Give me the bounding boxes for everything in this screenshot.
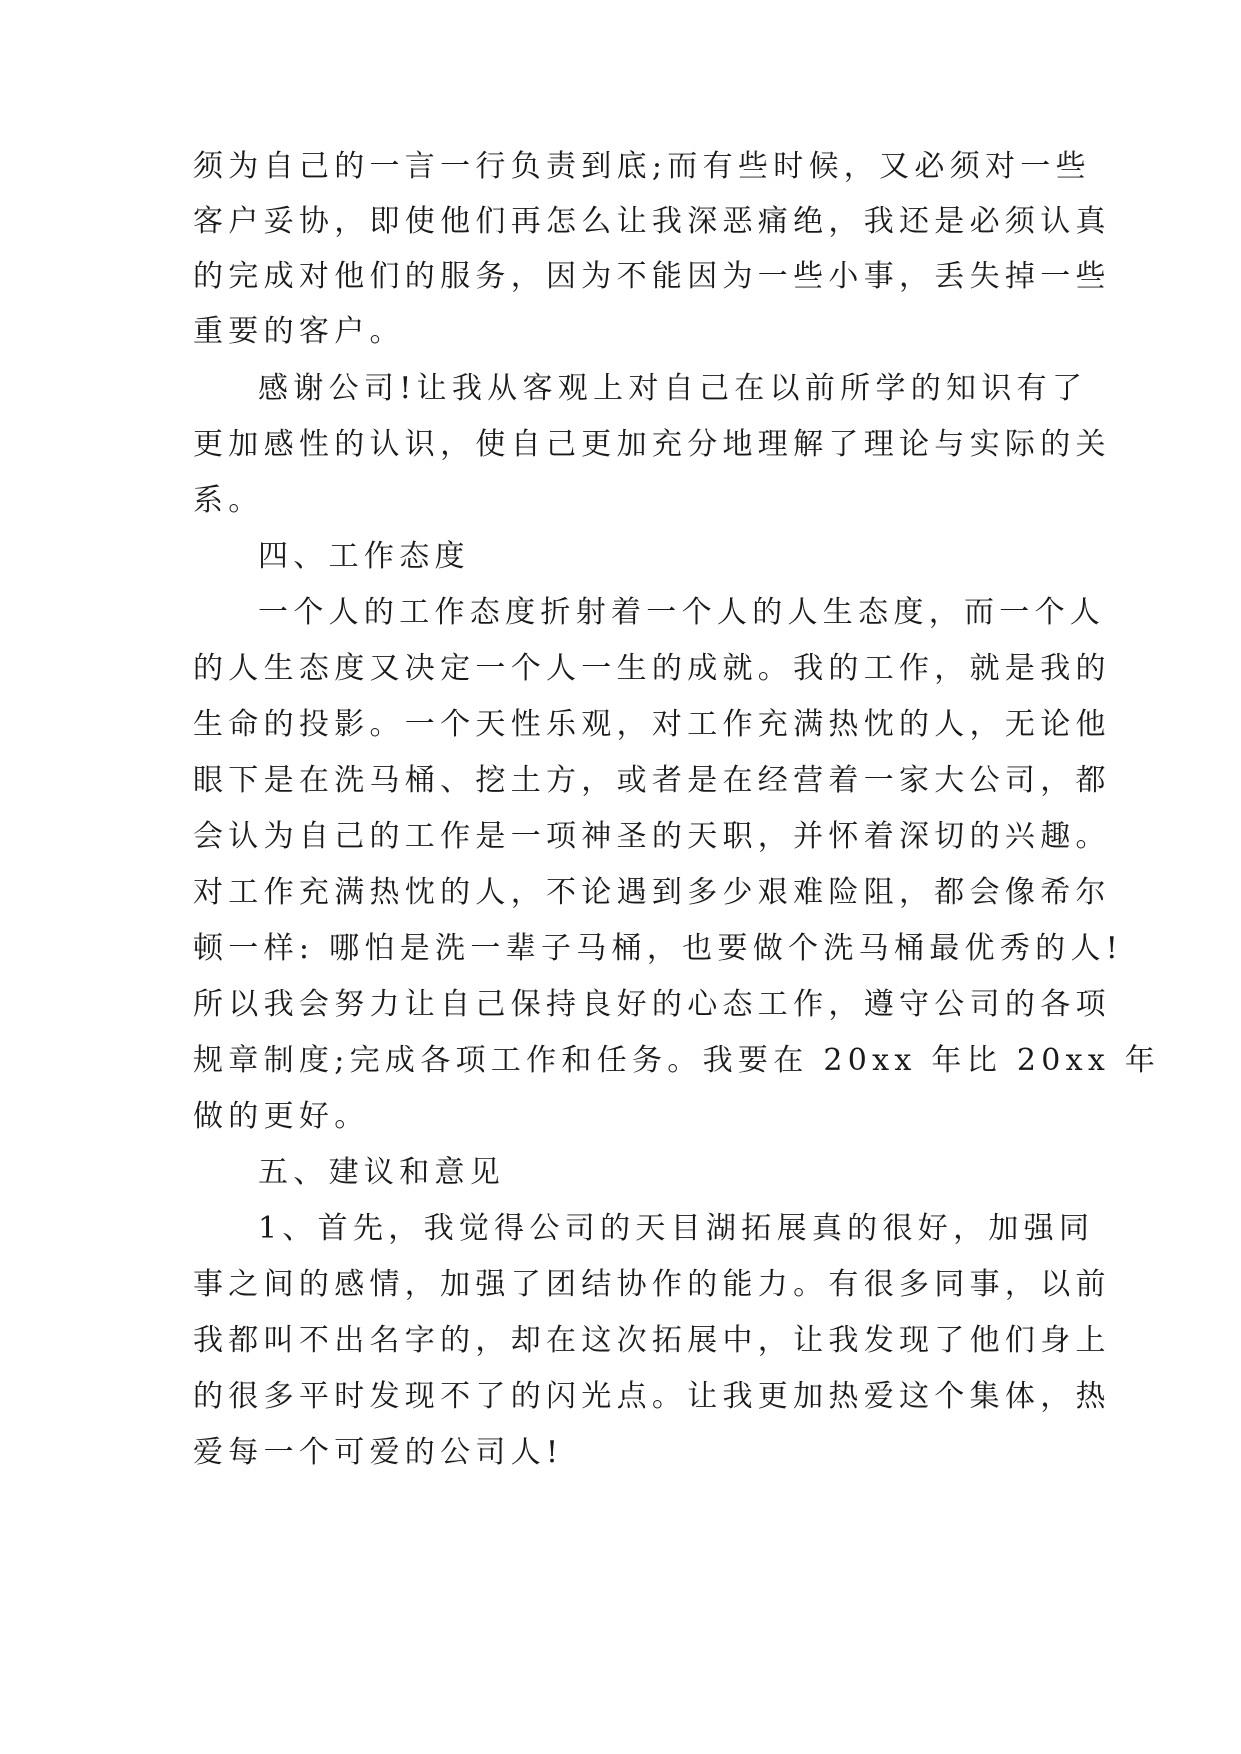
- text-line: 的很多平时发现不了的闪光点。让我更加热爱这个集体，热: [193, 1379, 1111, 1414]
- text-line: 客户妥协，即使他们再怎么让我深恶痛绝，我还是必须认真: [193, 204, 1111, 239]
- text-line: 重要的客户。: [193, 314, 405, 349]
- section-heading: 五、建议和意见: [258, 1155, 506, 1190]
- text-line: 的人生态度又决定一个人一生的成就。我的工作，就是我的: [193, 651, 1111, 686]
- text-line: 事之间的感情，加强了团结协作的能力。有很多同事，以前: [193, 1267, 1111, 1302]
- text-line: 爱每一个可爱的公司人!: [193, 1435, 564, 1470]
- paragraph-first-line: 一个人的工作态度折射着一个人的人生态度，而一个人: [258, 595, 1106, 630]
- text-line: 我都叫不出名字的，却在这次拓展中，让我发现了他们身上: [193, 1323, 1111, 1358]
- text-line: 眼下是在洗马桶、挖土方，或者是在经营着一家大公司，都: [193, 763, 1111, 798]
- paragraph-first-line: 感谢公司!让我从客观上对自己在以前所学的知识有了: [258, 371, 1088, 406]
- section-heading: 四、工作态度: [258, 539, 470, 574]
- text-line: 生命的投影。一个天性乐观，对工作充满热忱的人，无论他: [193, 707, 1111, 742]
- text-line: 顿一样: 哪怕是洗一辈子马桶，也要做个洗马桶最优秀的人!: [193, 931, 1124, 966]
- text-line: 做的更好。: [193, 1099, 370, 1134]
- text-line: 的完成对他们的服务，因为不能因为一些小事，丢失掉一些: [193, 259, 1111, 294]
- text-line: 系。: [193, 483, 264, 518]
- text-line: 对工作充满热忱的人，不论遇到多少艰难险阻，都会像希尔: [193, 875, 1111, 910]
- paragraph-first-line: 1、首先，我觉得公司的天目湖拓展真的很好，加强同: [258, 1211, 1095, 1246]
- text-line: 会认为自己的工作是一项神圣的天职，并怀着深切的兴趣。: [193, 819, 1111, 854]
- text-line: 所以我会努力让自己保持良好的心态工作，遵守公司的各项: [193, 987, 1111, 1022]
- text-line: 须为自己的一言一行负责到底;而有些时候，又必须对一些: [193, 149, 1091, 184]
- text-line: 更加感性的认识，使自己更加充分地理解了理论与实际的关: [193, 427, 1111, 462]
- text-line: 规章制度;完成各项工作和任务。我要在 20xx 年比 20xx 年: [193, 1043, 1161, 1078]
